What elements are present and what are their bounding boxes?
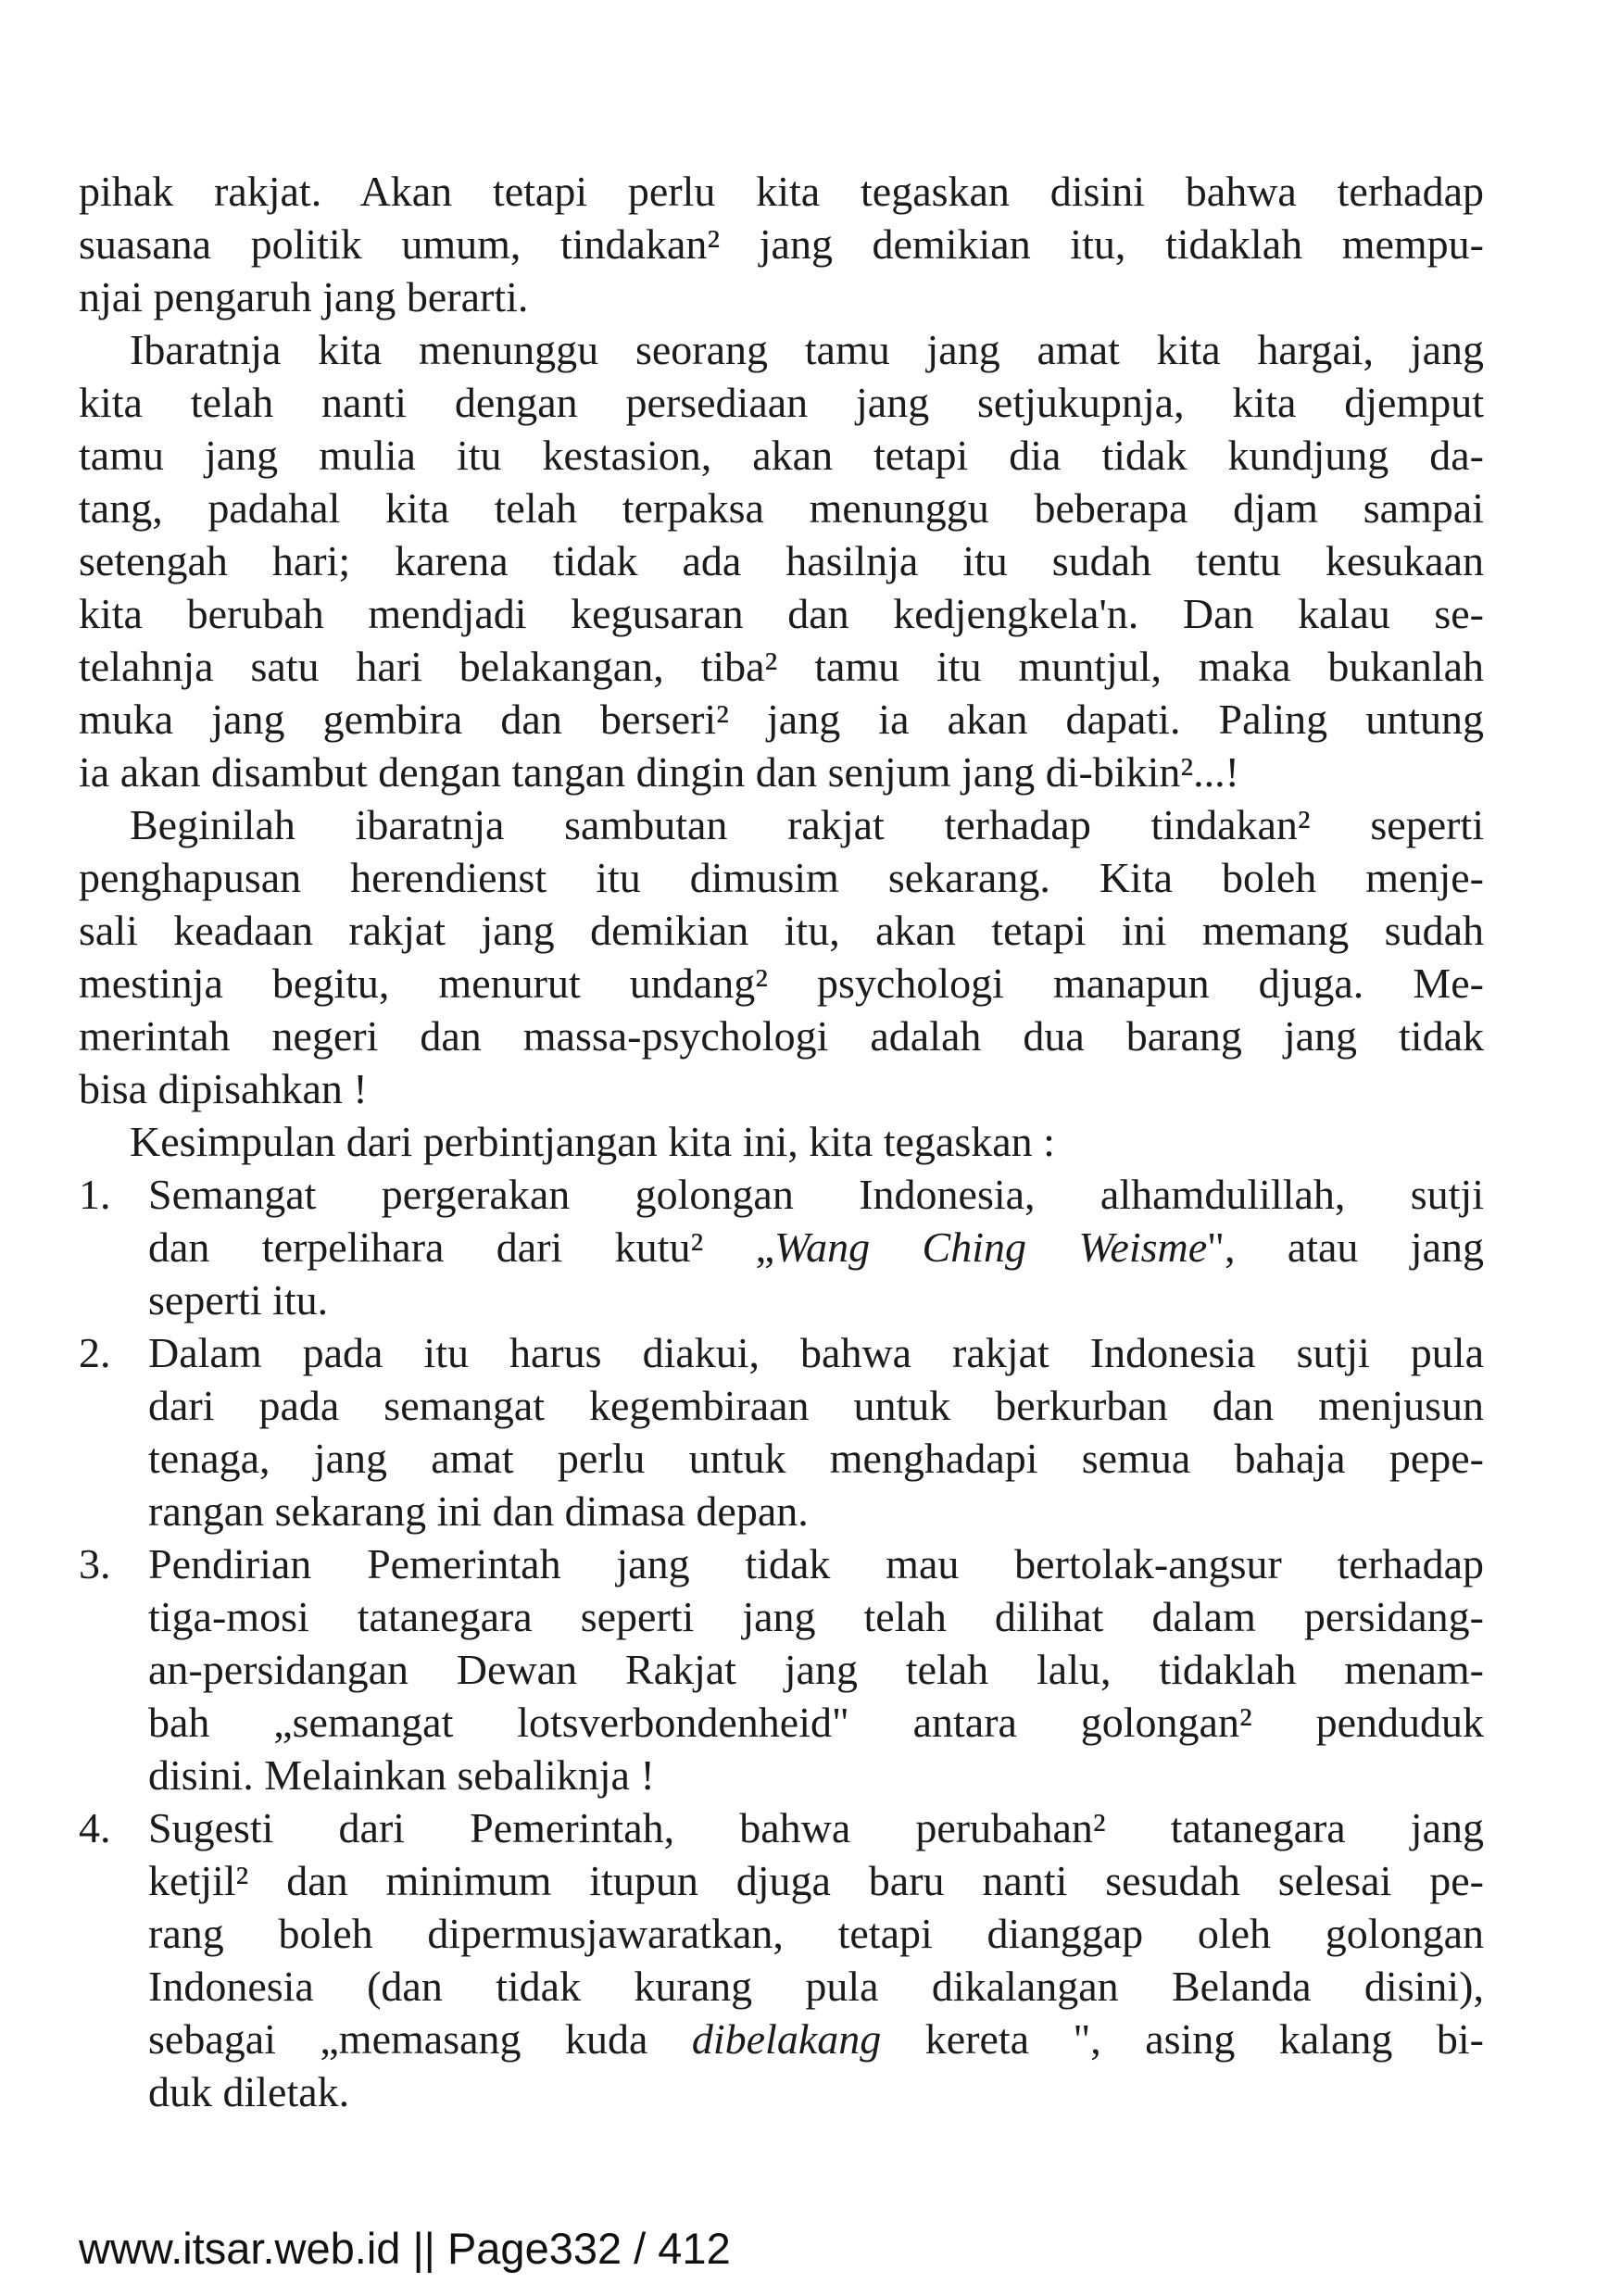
- list-number: 3.: [79, 1540, 111, 1587]
- numbered-list-item: [79, 1168, 1484, 1326]
- list-item-lines: [148, 1537, 1484, 1801]
- text-line: tenaga, jang amat perlu untuk menghadapi semua bahaja pepe-: [148, 1435, 1484, 1482]
- list-item-lines: [148, 1801, 1484, 2118]
- text-line: pihak rakjat. Akan tetapi perlu kita tegaskan disini bahwa terhadap: [79, 168, 1484, 215]
- text-line: muka jang gembira dan berseri² jang ia akan dapati. Paling untung: [79, 696, 1484, 743]
- text-line: suasana politik umum, tindakan² jang demikian itu, tidaklah mempu-: [79, 220, 1484, 268]
- text-line: ketjil² dan minimum itupun djuga baru nanti sesudah selesai pe-: [148, 1857, 1484, 1904]
- text-line: Ibaratnja kita menunggu seorang tamu jang amat kita hargai, jang: [130, 326, 1484, 373]
- italic-phrase: dibelakang: [691, 2015, 882, 2063]
- text-line: seperti itu.: [148, 1276, 329, 1324]
- paragraph: [79, 1115, 1484, 1168]
- list-number: 1.: [79, 1171, 111, 1218]
- list-item-lines: [148, 1168, 1484, 1326]
- text-line: Beginilah ibaratnja sambutan rakjat terhadap tindakan² seperti: [130, 801, 1484, 848]
- text-line: Semangat pergerakan golongan Indonesia, alhamdulillah, sutji: [148, 1171, 1484, 1218]
- text-line: tiga-mosi tatanegara seperti jang telah dilihat dalam persidang-: [148, 1593, 1484, 1640]
- text-line: mestinja begitu, menurut undang² psychologi manapun djuga. Me-: [79, 960, 1484, 1007]
- text-line: rangan sekarang ini dan dimasa depan.: [148, 1487, 809, 1535]
- text-line: Pendirian Pemerintah jang tidak mau bertolak-angsur terhadap: [148, 1540, 1484, 1587]
- text-line: Dalam pada itu harus diakui, bahwa rakjat Indonesia sutji pula: [148, 1329, 1484, 1376]
- page-text-content: [79, 165, 1484, 2118]
- text-line: tang, padahal kita telah terpaksa menunggu beberapa djam sampai: [79, 484, 1484, 532]
- text-line: bisa dipisahkan !: [79, 1065, 368, 1112]
- text-segment: sebagai „memasang kuda: [148, 2015, 692, 2063]
- text-line: Indonesia (dan tidak kurang pula dikalangan Belanda disini),: [148, 1963, 1484, 2010]
- text-line: Sugesti dari Pemerintah, bahwa perubahan² tatanegara jang: [148, 1804, 1484, 1851]
- list-item-lines: [148, 1326, 1484, 1537]
- text-line: [148, 2013, 1484, 2065]
- text-line: sali keadaan rakjat jang demikian itu, akan tetapi ini memang sudah: [79, 907, 1484, 954]
- text-line: ia akan disambut dengan tangan dingin dan senjum jang di-bikin²...!: [79, 748, 1239, 796]
- numbered-list-item: [79, 1326, 1484, 1537]
- text-line: penghapusan herendienst itu dimusim sekarang. Kita boleh menje-: [79, 854, 1484, 901]
- text-line: setengah hari; karena tidak ada hasilnja itu sudah tentu kesukaan: [79, 537, 1484, 584]
- footer-watermark: www.itsar.web.id || Page332 / 412: [79, 2224, 731, 2273]
- page-footer: [79, 2226, 731, 2272]
- text-segment: ", atau jang: [1207, 1223, 1484, 1271]
- text-line: bah „semangat lotsverbondenheid" antara golongan² penduduk: [148, 1699, 1484, 1746]
- text-line: telahnja satu hari belakangan, tiba² tamu itu muntjul, maka bukanlah: [79, 643, 1484, 690]
- italic-phrase: Wang Ching Weisme: [774, 1223, 1208, 1271]
- text-line: an-persidangan Dewan Rakjat jang telah lalu, tidaklah menam-: [148, 1646, 1484, 1693]
- text-line: kita telah nanti dengan persediaan jang setjukupnja, kita djemput: [79, 379, 1484, 426]
- text-line: tamu jang mulia itu kestasion, akan tetapi dia tidak kundjung da-: [79, 432, 1484, 479]
- text-line: merintah negeri dan massa-psychologi adalah dua barang jang tidak: [79, 1012, 1484, 1060]
- text-line: njai pengaruh jang berarti.: [79, 273, 529, 320]
- text-line: dari pada semangat kegembiraan untuk berkurban dan menjusun: [148, 1382, 1484, 1429]
- paragraph: [79, 165, 1484, 323]
- list-number: 4.: [79, 1804, 111, 1851]
- text-line: [148, 1221, 1484, 1273]
- list-number: 2.: [79, 1329, 111, 1376]
- text-segment: kereta ", asing kalang bi-: [881, 2015, 1484, 2063]
- numbered-list-item: [79, 1801, 1484, 2118]
- paragraph: [79, 323, 1484, 798]
- paragraph: [79, 798, 1484, 1115]
- text-segment: dan terpelihara dari kutu² „: [148, 1223, 775, 1271]
- text-line: Kesimpulan dari perbintjangan kita ini, kita tegaskan :: [130, 1118, 1055, 1165]
- text-line: kita berubah mendjadi kegusaran dan kedjengkela'n. Dan kalau se-: [79, 590, 1484, 637]
- text-line: disini. Melainkan sebaliknja !: [148, 1751, 655, 1799]
- text-line: rang boleh dipermusjawaratkan, tetapi dianggap oleh golongan: [148, 1910, 1484, 1957]
- numbered-list-item: [79, 1537, 1484, 1801]
- text-line: duk diletak.: [148, 2068, 350, 2115]
